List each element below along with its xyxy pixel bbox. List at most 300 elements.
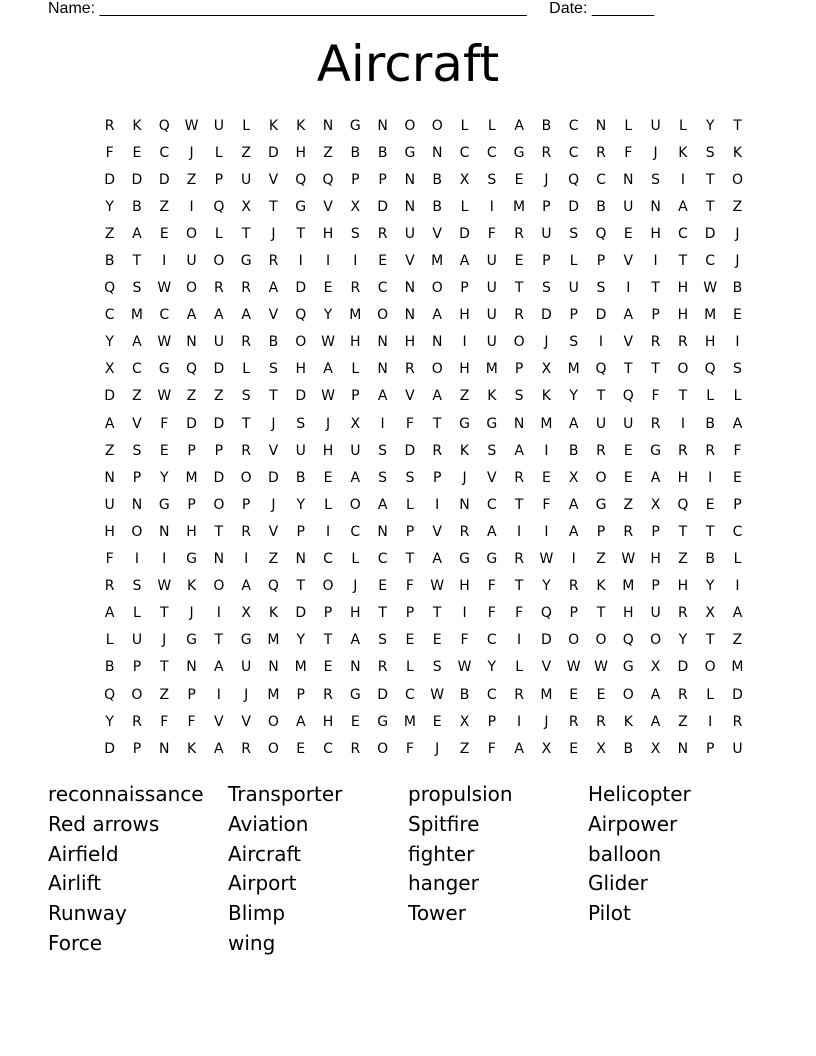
grid-letter[interactable]: I (298, 253, 303, 270)
grid-letter[interactable]: O (377, 307, 389, 324)
grid-letter[interactable]: Z (623, 496, 634, 513)
grid-letter[interactable]: T (514, 280, 524, 297)
grid-letter[interactable]: R (104, 578, 115, 595)
grid-letter[interactable]: F (515, 605, 524, 622)
grid-letter[interactable]: R (350, 280, 361, 297)
grid-letter[interactable]: N (404, 280, 416, 297)
grid-letter[interactable]: O (213, 578, 225, 595)
grid-letter[interactable]: V (214, 713, 224, 730)
grid-letter[interactable]: P (296, 686, 305, 703)
grid-letter[interactable]: A (459, 253, 470, 270)
grid-letter[interactable]: R (514, 225, 524, 242)
grid-letter[interactable]: H (677, 469, 689, 486)
grid-letter[interactable]: U (486, 307, 497, 324)
grid-letter[interactable]: H (322, 713, 334, 730)
name-field-label[interactable]: Name: ________________________________________________ (48, 0, 527, 17)
grid-letter[interactable]: B (104, 253, 115, 270)
grid-letter[interactable]: F (405, 415, 414, 432)
grid-letter[interactable]: L (351, 361, 360, 378)
grid-letter[interactable]: I (598, 334, 604, 351)
grid-letter[interactable]: C (350, 523, 361, 540)
grid-letter[interactable]: C (596, 171, 606, 188)
grid-letter[interactable]: N (404, 198, 416, 215)
grid-letter[interactable]: I (462, 605, 467, 622)
grid-letter[interactable]: A (432, 307, 442, 324)
grid-letter[interactable]: D (213, 469, 225, 486)
grid-letter[interactable]: R (405, 361, 415, 378)
grid-letter[interactable]: P (214, 171, 224, 188)
grid-letter[interactable]: L (569, 253, 578, 270)
grid-letter[interactable]: Z (186, 171, 197, 188)
grid-letter[interactable]: B (623, 740, 634, 757)
grid-letter[interactable]: O (213, 496, 225, 513)
grid-letter[interactable]: B (541, 117, 552, 134)
grid-letter[interactable]: U (241, 659, 252, 676)
grid-letter[interactable]: F (651, 388, 660, 405)
grid-letter[interactable]: L (242, 361, 251, 378)
grid-letter[interactable]: O (377, 740, 389, 757)
grid-letter[interactable]: V (405, 253, 415, 270)
grid-letter[interactable]: H (650, 225, 661, 242)
grid-letter[interactable]: R (432, 442, 443, 459)
grid-letter[interactable]: N (377, 361, 388, 378)
grid-letter[interactable]: S (651, 171, 661, 188)
grid-letter[interactable]: U (623, 415, 634, 432)
grid-letter[interactable]: P (351, 388, 360, 405)
grid-letter[interactable]: Y (323, 307, 333, 324)
grid-letter[interactable]: N (377, 523, 388, 540)
grid-letter[interactable]: T (241, 225, 251, 242)
grid-letter[interactable]: B (104, 659, 115, 676)
grid-letter[interactable]: S (405, 469, 415, 486)
grid-letter[interactable]: D (213, 415, 225, 432)
grid-letter[interactable]: O (431, 280, 443, 297)
grid-letter[interactable]: C (132, 361, 142, 378)
grid-letter[interactable]: Y (296, 496, 305, 513)
grid-letter[interactable]: M (704, 307, 717, 324)
grid-letter[interactable]: E (378, 253, 388, 270)
grid-letter[interactable]: Z (678, 713, 688, 730)
grid-letter[interactable]: S (596, 280, 606, 297)
grid-letter[interactable]: R (323, 686, 333, 703)
grid-letter[interactable]: J (544, 334, 549, 351)
grid-letter[interactable]: R (241, 523, 251, 540)
grid-letter[interactable]: W (539, 551, 554, 568)
grid-letter[interactable]: K (459, 442, 470, 459)
grid-letter[interactable]: P (214, 442, 224, 459)
grid-letter[interactable]: S (541, 280, 551, 297)
grid-letter[interactable]: Z (459, 388, 470, 405)
grid-letter[interactable]: G (186, 551, 197, 568)
grid-letter[interactable]: X (541, 740, 552, 757)
grid-letter[interactable]: E (623, 469, 633, 486)
grid-letter[interactable]: B (132, 198, 142, 215)
grid-letter[interactable]: B (732, 280, 743, 297)
grid-letter[interactable]: T (296, 225, 305, 242)
grid-letter[interactable]: J (271, 225, 276, 242)
grid-letter[interactable]: G (158, 496, 170, 513)
grid-letter[interactable]: F (160, 415, 169, 432)
grid-letter[interactable]: J (189, 144, 194, 161)
grid-letter[interactable]: A (377, 496, 388, 513)
grid-letter[interactable]: M (267, 632, 280, 649)
grid-letter[interactable]: D (541, 632, 552, 649)
grid-letter[interactable]: E (378, 578, 388, 595)
grid-letter[interactable]: P (405, 523, 415, 540)
grid-letter[interactable]: G (349, 686, 361, 703)
grid-letter[interactable]: A (295, 713, 306, 730)
grid-letter[interactable]: A (132, 225, 142, 242)
grid-letter[interactable]: A (432, 388, 442, 405)
grid-letter[interactable]: T (651, 361, 660, 378)
grid-letter[interactable]: N (213, 551, 225, 568)
grid-letter[interactable]: E (733, 307, 742, 324)
grid-letter[interactable]: T (733, 117, 742, 134)
grid-letter[interactable]: A (650, 686, 661, 703)
grid-letter[interactable]: R (541, 144, 552, 161)
grid-letter[interactable]: P (132, 469, 142, 486)
grid-letter[interactable]: L (105, 632, 114, 649)
grid-letter[interactable]: A (186, 307, 197, 324)
grid-letter[interactable]: O (404, 117, 416, 134)
grid-letter[interactable]: X (650, 496, 661, 513)
grid-letter[interactable]: Q (104, 280, 116, 297)
grid-letter[interactable]: T (296, 578, 305, 595)
grid-letter[interactable]: I (162, 253, 167, 270)
grid-letter[interactable]: N (104, 469, 115, 486)
grid-letter[interactable]: S (241, 388, 251, 405)
grid-letter[interactable]: E (623, 442, 633, 459)
grid-letter[interactable]: L (624, 117, 633, 134)
grid-letter[interactable]: E (159, 442, 169, 459)
grid-letter[interactable]: P (460, 280, 469, 297)
grid-letter[interactable]: P (378, 171, 387, 188)
grid-letter[interactable]: L (460, 117, 469, 134)
grid-letter[interactable]: W (321, 334, 335, 351)
grid-letter[interactable]: P (187, 686, 196, 703)
grid-letter[interactable]: O (595, 632, 607, 649)
grid-letter[interactable]: C (568, 117, 579, 134)
grid-letter[interactable]: U (213, 117, 224, 134)
grid-letter[interactable]: Y (705, 578, 715, 595)
grid-letter[interactable]: B (459, 686, 470, 703)
grid-letter[interactable]: Z (132, 388, 142, 405)
grid-letter[interactable]: T (241, 415, 251, 432)
grid-letter[interactable]: X (705, 605, 715, 622)
grid-letter[interactable]: J (162, 632, 167, 649)
grid-letter[interactable]: D (186, 415, 197, 432)
grid-letter[interactable]: H (104, 523, 115, 540)
grid-letter[interactable]: E (569, 740, 579, 757)
grid-letter[interactable]: Q (104, 686, 116, 703)
grid-letter[interactable]: V (268, 442, 279, 459)
grid-letter[interactable]: L (733, 551, 742, 568)
grid-letter[interactable]: C (459, 144, 470, 161)
grid-letter[interactable]: A (377, 388, 388, 405)
grid-letter[interactable]: C (323, 740, 333, 757)
grid-letter[interactable]: T (705, 632, 715, 649)
grid-letter[interactable]: P (241, 496, 251, 513)
grid-letter[interactable]: W (621, 551, 636, 568)
grid-letter[interactable]: O (677, 361, 689, 378)
grid-letter[interactable]: C (732, 523, 743, 540)
grid-letter[interactable]: V (268, 523, 279, 540)
grid-letter[interactable]: I (571, 551, 576, 568)
grid-letter[interactable]: H (677, 578, 689, 595)
grid-letter[interactable]: P (351, 171, 360, 188)
grid-letter[interactable]: I (708, 713, 713, 730)
grid-letter[interactable]: C (486, 686, 497, 703)
grid-letter[interactable]: S (487, 442, 497, 459)
grid-letter[interactable]: B (377, 144, 388, 161)
grid-letter[interactable]: R (650, 334, 661, 351)
grid-letter[interactable]: U (350, 442, 361, 459)
grid-letter[interactable]: N (186, 659, 197, 676)
grid-letter[interactable]: G (377, 713, 389, 730)
grid-letter[interactable]: C (323, 551, 333, 568)
grid-letter[interactable]: U (241, 171, 252, 188)
grid-letter[interactable]: P (132, 740, 142, 757)
grid-letter[interactable]: E (596, 686, 606, 703)
grid-letter[interactable]: Y (487, 659, 497, 676)
grid-letter[interactable]: J (189, 605, 194, 622)
grid-letter[interactable]: Q (595, 361, 607, 378)
grid-letter[interactable]: Q (677, 496, 689, 513)
grid-letter[interactable]: X (541, 361, 552, 378)
grid-letter[interactable]: T (705, 171, 715, 188)
grid-letter[interactable]: Q (295, 307, 307, 324)
grid-letter[interactable]: D (213, 361, 225, 378)
grid-letter[interactable]: X (350, 415, 361, 432)
grid-letter[interactable]: P (296, 523, 305, 540)
grid-letter[interactable]: I (189, 198, 194, 215)
grid-letter[interactable]: E (432, 713, 442, 730)
grid-letter[interactable]: T (678, 388, 688, 405)
grid-letter[interactable]: V (432, 523, 442, 540)
grid-letter[interactable]: U (732, 740, 743, 757)
grid-letter[interactable]: M (513, 198, 526, 215)
grid-letter[interactable]: N (350, 659, 361, 676)
grid-letter[interactable]: N (595, 117, 607, 134)
grid-letter[interactable]: H (295, 361, 306, 378)
grid-letter[interactable]: D (732, 686, 743, 703)
grid-letter[interactable]: U (131, 632, 143, 649)
grid-letter[interactable]: O (513, 334, 525, 351)
grid-letter[interactable]: P (569, 307, 578, 324)
grid-letter[interactable]: D (104, 388, 116, 405)
grid-letter[interactable]: A (323, 361, 333, 378)
grid-letter[interactable]: L (706, 388, 715, 405)
grid-letter[interactable]: U (404, 225, 416, 242)
grid-letter[interactable]: X (650, 740, 661, 757)
grid-letter[interactable]: T (651, 280, 660, 297)
grid-letter[interactable]: E (514, 171, 524, 188)
grid-letter[interactable]: X (104, 361, 115, 378)
grid-letter[interactable]: J (462, 469, 467, 486)
grid-letter[interactable]: G (158, 361, 170, 378)
grid-letter[interactable]: U (486, 334, 497, 351)
grid-letter[interactable]: Z (104, 442, 115, 459)
grid-letter[interactable]: W (703, 280, 718, 297)
grid-letter[interactable]: O (186, 280, 198, 297)
grid-letter[interactable]: N (186, 334, 197, 351)
grid-letter[interactable]: P (132, 659, 142, 676)
grid-letter[interactable]: A (350, 632, 361, 649)
grid-letter[interactable]: G (486, 551, 498, 568)
grid-letter[interactable]: N (623, 171, 634, 188)
grid-letter[interactable]: O (240, 469, 252, 486)
grid-letter[interactable]: M (731, 659, 744, 676)
grid-letter[interactable]: N (268, 659, 279, 676)
grid-letter[interactable]: T (678, 523, 688, 540)
grid-letter[interactable]: E (705, 496, 715, 513)
grid-letter[interactable]: J (735, 225, 740, 242)
grid-letter[interactable]: P (733, 496, 742, 513)
grid-letter[interactable]: H (459, 578, 470, 595)
grid-letter[interactable]: R (678, 334, 688, 351)
grid-letter[interactable]: O (267, 740, 279, 757)
grid-letter[interactable]: M (403, 713, 416, 730)
grid-letter[interactable]: W (566, 659, 581, 676)
grid-letter[interactable]: G (240, 632, 252, 649)
grid-letter[interactable]: S (705, 144, 715, 161)
grid-letter[interactable]: C (159, 144, 170, 161)
grid-letter[interactable]: G (622, 659, 634, 676)
grid-letter[interactable]: O (650, 632, 662, 649)
grid-letter[interactable]: R (596, 713, 606, 730)
grid-letter[interactable]: R (241, 442, 251, 459)
grid-letter[interactable]: N (513, 415, 525, 432)
grid-letter[interactable]: X (241, 605, 251, 622)
grid-letter[interactable]: Z (159, 198, 170, 215)
grid-letter[interactable]: Q (295, 171, 307, 188)
grid-letter[interactable]: C (377, 551, 388, 568)
grid-letter[interactable]: R (678, 605, 688, 622)
grid-letter[interactable]: A (241, 578, 251, 595)
grid-letter[interactable]: E (323, 469, 333, 486)
grid-letter[interactable]: J (271, 415, 276, 432)
grid-letter[interactable]: X (650, 659, 661, 676)
grid-letter[interactable]: I (680, 415, 685, 432)
grid-letter[interactable]: L (324, 496, 332, 513)
grid-letter[interactable]: C (677, 225, 688, 242)
grid-letter[interactable]: T (432, 605, 442, 622)
grid-letter[interactable]: P (705, 740, 715, 757)
grid-letter[interactable]: M (431, 253, 444, 270)
grid-letter[interactable]: U (104, 496, 115, 513)
grid-letter[interactable]: M (485, 361, 498, 378)
grid-letter[interactable]: B (268, 334, 279, 351)
grid-letter[interactable]: Z (732, 632, 743, 649)
grid-letter[interactable]: D (295, 388, 307, 405)
grid-letter[interactable]: U (213, 334, 224, 351)
grid-letter[interactable]: H (459, 361, 470, 378)
grid-letter[interactable]: H (295, 144, 306, 161)
grid-letter[interactable]: A (623, 307, 634, 324)
grid-letter[interactable]: Z (104, 225, 115, 242)
grid-letter[interactable]: C (159, 307, 170, 324)
grid-letter[interactable]: H (677, 307, 689, 324)
grid-letter[interactable]: J (735, 253, 740, 270)
grid-letter[interactable]: R (596, 442, 606, 459)
grid-letter[interactable]: S (378, 632, 388, 649)
grid-letter[interactable]: D (131, 171, 143, 188)
grid-letter[interactable]: K (596, 578, 606, 595)
grid-letter[interactable]: G (295, 198, 307, 215)
grid-letter[interactable]: A (568, 415, 579, 432)
grid-letter[interactable]: N (431, 334, 443, 351)
grid-letter[interactable]: G (486, 415, 498, 432)
grid-letter[interactable]: A (214, 659, 224, 676)
grid-letter[interactable]: M (540, 415, 553, 432)
grid-letter[interactable]: N (131, 496, 143, 513)
grid-letter[interactable]: Q (622, 388, 634, 405)
grid-letter[interactable]: D (541, 307, 552, 324)
grid-letter[interactable]: T (269, 198, 278, 215)
grid-letter[interactable]: V (623, 253, 634, 270)
grid-letter[interactable]: W (157, 388, 172, 405)
grid-letter[interactable]: A (568, 496, 579, 513)
grid-letter[interactable]: U (486, 253, 497, 270)
grid-letter[interactable]: G (349, 117, 361, 134)
grid-letter[interactable]: D (295, 605, 307, 622)
grid-letter[interactable]: A (241, 307, 251, 324)
grid-letter[interactable]: E (569, 686, 579, 703)
grid-letter[interactable]: K (132, 117, 142, 134)
grid-letter[interactable]: P (651, 523, 660, 540)
grid-letter[interactable]: K (678, 144, 688, 161)
grid-letter[interactable]: X (568, 469, 579, 486)
grid-letter[interactable]: A (568, 523, 579, 540)
grid-letter[interactable]: I (489, 198, 494, 215)
grid-letter[interactable]: K (268, 117, 279, 134)
grid-letter[interactable]: U (650, 605, 661, 622)
grid-letter[interactable]: P (651, 307, 660, 324)
grid-letter[interactable]: H (623, 605, 634, 622)
grid-letter[interactable]: S (378, 442, 388, 459)
grid-letter[interactable]: F (405, 578, 414, 595)
grid-letter[interactable]: O (622, 686, 634, 703)
grid-letter[interactable]: F (542, 496, 551, 513)
grid-letter[interactable]: R (241, 740, 251, 757)
grid-letter[interactable]: C (705, 253, 716, 270)
grid-letter[interactable]: W (157, 578, 172, 595)
grid-letter[interactable]: P (596, 523, 606, 540)
grid-letter[interactable]: R (241, 334, 251, 351)
grid-letter[interactable]: R (377, 225, 388, 242)
grid-letter[interactable]: M (622, 578, 635, 595)
grid-letter[interactable]: I (626, 280, 631, 297)
grid-letter[interactable]: A (132, 334, 142, 351)
grid-letter[interactable]: U (541, 225, 552, 242)
grid-letter[interactable]: Y (105, 713, 114, 730)
grid-letter[interactable]: D (704, 225, 716, 242)
grid-letter[interactable]: L (242, 117, 251, 134)
grid-letter[interactable]: T (405, 551, 415, 568)
grid-letter[interactable]: T (678, 253, 688, 270)
grid-letter[interactable]: I (380, 415, 385, 432)
grid-letter[interactable]: R (623, 523, 634, 540)
grid-letter[interactable]: C (486, 496, 497, 513)
grid-letter[interactable]: J (435, 740, 440, 757)
grid-letter[interactable]: I (162, 551, 167, 568)
grid-letter[interactable]: N (459, 496, 470, 513)
grid-letter[interactable]: Q (622, 632, 634, 649)
grid-letter[interactable]: L (678, 117, 687, 134)
grid-letter[interactable]: C (486, 144, 497, 161)
grid-letter[interactable]: H (704, 334, 716, 351)
grid-letter[interactable]: Q (704, 361, 716, 378)
